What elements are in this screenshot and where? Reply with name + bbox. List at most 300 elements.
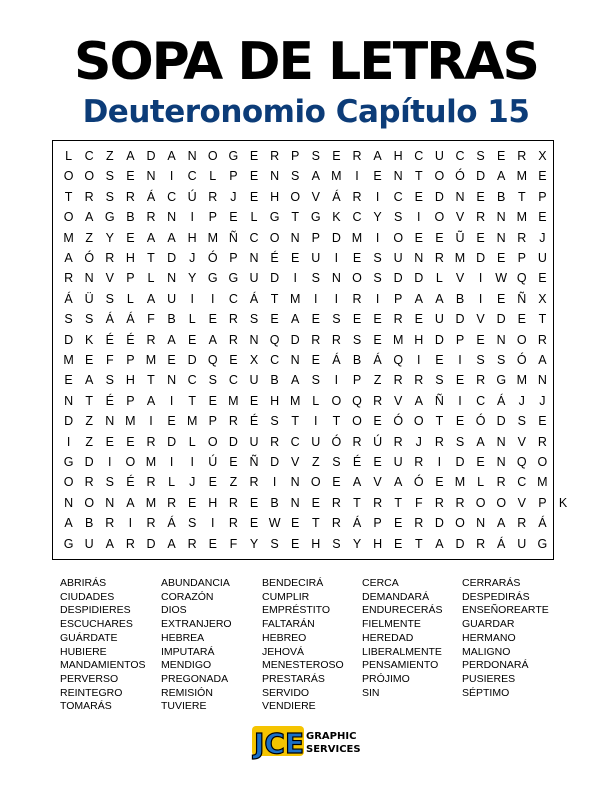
grid-letter: D: [290, 332, 300, 347]
grid-letter: E: [270, 312, 279, 327]
grid-letter: Á: [332, 189, 341, 204]
grid-letter: F: [105, 353, 114, 367]
grid-letter: R: [146, 434, 156, 449]
grid-letter: N: [64, 393, 74, 408]
grid-letter: P: [126, 271, 135, 286]
grid-letter: Á: [126, 312, 135, 327]
grid-letter: H: [270, 393, 280, 408]
grid-letter: H: [125, 251, 135, 265]
grid-letter: J: [539, 230, 546, 245]
grid-letter: G: [228, 149, 239, 163]
grid-letter: D: [167, 434, 177, 449]
grid-letter: Ó: [413, 475, 424, 490]
grid-letter: E: [435, 475, 444, 490]
grid-letter: B: [352, 353, 362, 367]
grid-letter: S: [311, 149, 320, 163]
grid-letter: N: [496, 455, 506, 469]
grid-letter: A: [476, 434, 485, 449]
grid-letter: C: [393, 189, 403, 204]
grid-letter: S: [373, 271, 382, 286]
grid-letter: N: [84, 271, 94, 286]
grid-letter: M: [392, 332, 404, 347]
grid-letter: Á: [64, 291, 73, 306]
grid-letter: X: [538, 149, 547, 163]
word-list-item: PREGONADA: [161, 672, 229, 685]
grid-letter: A: [167, 536, 176, 551]
grid-letter: D: [455, 312, 465, 327]
grid-letter: O: [63, 169, 74, 184]
grid-letter: E: [455, 414, 465, 429]
grid-letter: R: [249, 475, 259, 490]
grid-letter: M: [454, 251, 466, 265]
grid-letter: É: [249, 414, 259, 429]
grid-letter: V: [455, 271, 465, 286]
grid-letter: B: [270, 495, 279, 510]
grid-letter: H: [125, 373, 135, 388]
grid-letter: R: [455, 495, 465, 510]
grid-letter: E: [497, 291, 506, 306]
grid-letter: S: [332, 536, 341, 551]
grid-letter: O: [537, 455, 548, 469]
grid-letter: S: [291, 169, 300, 184]
word-list-item: HERMANO: [462, 631, 516, 644]
grid-letter: É: [352, 455, 362, 469]
word-list-item: CORAZÓN: [161, 590, 214, 603]
grid-letter: S: [332, 312, 341, 327]
grid-letter: E: [64, 373, 73, 388]
grid-letter: Ú: [208, 455, 218, 469]
grid-letter: S: [270, 414, 279, 429]
grid-letter: A: [373, 149, 382, 163]
word-list-item: HEBREO: [262, 631, 307, 644]
grid-letter: V: [476, 312, 485, 327]
grid-letter: E: [455, 373, 465, 388]
grid-letter: C: [187, 169, 197, 184]
grid-letter: C: [84, 149, 94, 163]
word-list-item: IMPUTARÁ: [161, 645, 215, 658]
grid-letter: J: [518, 393, 525, 408]
grid-letter: Ñ: [517, 291, 527, 306]
grid-letter: O: [125, 455, 136, 469]
word-list-item: ESCUCHARES: [60, 618, 133, 631]
grid-letter: N: [290, 230, 300, 245]
grid-letter: D: [476, 251, 486, 265]
grid-letter: F: [414, 495, 423, 510]
grid-letter: M: [63, 353, 74, 367]
grid-letter: E: [167, 353, 176, 367]
grid-letter: A: [435, 536, 444, 551]
grid-letter: I: [149, 414, 153, 429]
grid-letter: D: [270, 271, 280, 286]
word-list-item: ABUNDANCIA: [161, 577, 230, 589]
grid-letter: M: [207, 230, 218, 245]
grid-letter: C: [290, 434, 300, 449]
grid-letter: A: [538, 353, 547, 367]
grid-letter: I: [272, 475, 277, 490]
grid-letter: R: [517, 230, 527, 245]
grid-letter: R: [228, 312, 238, 327]
grid-letter: H: [208, 495, 218, 510]
grid-letter: C: [228, 373, 238, 388]
grid-letter: I: [478, 271, 483, 286]
grid-letter: N: [105, 495, 115, 510]
grid-letter: B: [270, 373, 279, 388]
grid-letter: H: [373, 536, 383, 551]
grid-letter: C: [270, 353, 280, 367]
grid-letter: I: [169, 455, 174, 469]
grid-letter: E: [249, 516, 259, 531]
grid-letter: M: [516, 373, 527, 388]
grid-letter: O: [352, 271, 362, 286]
grid-letter: T: [414, 536, 423, 551]
grid-letter: A: [291, 312, 300, 327]
grid-letter: R: [208, 189, 218, 204]
grid-letter: I: [355, 169, 359, 184]
grid-letter: D: [496, 312, 506, 327]
grid-letter: R: [331, 516, 341, 531]
grid-letter: U: [393, 455, 403, 469]
grid-letter: P: [208, 414, 217, 429]
grid-letter: O: [516, 332, 527, 347]
grid-letter: D: [476, 169, 486, 184]
word-list-item: VENDIERE: [262, 700, 316, 713]
word-list-item: TUVIERE: [161, 700, 207, 713]
grid-letter: V: [373, 475, 382, 490]
grid-letter: E: [373, 312, 382, 327]
grid-letter: P: [538, 189, 547, 204]
grid-letter: O: [413, 414, 424, 429]
grid-letter: E: [394, 516, 403, 531]
grid-letter: X: [249, 353, 259, 367]
grid-letter: R: [476, 373, 486, 388]
grid-letter: G: [496, 373, 507, 388]
grid-letter: Ũ: [455, 230, 465, 245]
grid-letter: M: [351, 230, 363, 245]
grid-letter: C: [414, 149, 424, 163]
grid-letter: G: [310, 210, 321, 225]
grid-letter: E: [332, 149, 341, 163]
grid-letter: W: [495, 271, 508, 286]
grid-letter: S: [476, 149, 485, 163]
page-subtitle: Deuteronomio Capítulo 15: [82, 94, 530, 130]
grid-letter: Z: [311, 455, 320, 469]
grid-letter: C: [455, 149, 465, 163]
word-list-item: DESPEDIRÁS: [462, 590, 530, 603]
grid-letter: T: [414, 169, 423, 184]
grid-letter: K: [85, 332, 94, 347]
grid-letter: X: [538, 291, 547, 306]
grid-letter: N: [496, 230, 506, 245]
grid-letter: U: [84, 536, 94, 551]
grid-letter: R: [167, 495, 177, 510]
grid-letter: E: [208, 475, 217, 490]
grid-letter: E: [476, 455, 485, 469]
grid-letter: E: [291, 516, 300, 531]
word-list-item: LIBERALMENTE: [362, 645, 442, 658]
grid-letter: R: [537, 434, 547, 449]
grid-letter: D: [434, 516, 444, 531]
word-list-item: MENESTEROSO: [262, 659, 344, 672]
grid-letter: O: [434, 210, 445, 225]
grid-letter: R: [414, 373, 424, 388]
grid-letter: D: [64, 332, 74, 347]
grid-letter: Ó: [475, 414, 486, 429]
grid-letter: J: [189, 475, 196, 490]
grid-letter: S: [188, 516, 197, 531]
grid-letter: T: [291, 210, 299, 225]
word-list-item: ENSEÑOREARTE: [462, 604, 549, 617]
grid-letter: E: [249, 495, 259, 510]
grid-letter: O: [63, 210, 74, 225]
word-list-item: ABRIRÁS: [60, 577, 107, 589]
word-list-item: CERRARÁS: [462, 577, 521, 589]
jce-graphic-services-logo: [250, 724, 362, 760]
grid-letter: E: [208, 312, 217, 327]
grid-letter: E: [414, 230, 423, 245]
grid-letter: A: [208, 332, 217, 347]
grid-letter: M: [289, 291, 301, 306]
grid-letter: A: [497, 169, 506, 184]
grid-letter: R: [414, 516, 424, 531]
grid-letter: N: [146, 169, 156, 184]
grid-letter: R: [228, 414, 238, 429]
grid-letter: R: [434, 251, 444, 265]
grid-letter: N: [167, 210, 177, 225]
grid-letter: O: [84, 495, 95, 510]
grid-letter: L: [250, 210, 258, 225]
grid-letter: N: [249, 251, 259, 265]
grid-letter: E: [229, 353, 238, 367]
grid-letter: V: [517, 434, 526, 449]
grid-letter: E: [126, 230, 135, 245]
grid-letter: R: [84, 189, 94, 204]
grid-letter: C: [167, 189, 177, 204]
grid-letter: W: [268, 516, 281, 531]
grid-letter: M: [145, 455, 157, 469]
grid-letter: P: [394, 291, 403, 306]
grid-letter: A: [311, 169, 320, 184]
grid-letter: S: [517, 414, 526, 429]
grid-letter: Á: [167, 516, 176, 531]
grid-letter: O: [434, 169, 445, 184]
grid-letter: R: [331, 495, 341, 510]
grid-letter: L: [188, 434, 196, 449]
grid-letter: D: [414, 271, 424, 286]
grid-letter: U: [517, 536, 527, 551]
grid-letter: Y: [105, 230, 114, 245]
grid-letter: A: [352, 475, 362, 490]
grid-letter: S: [105, 475, 114, 490]
grid-letter: F: [147, 312, 155, 327]
word-list-item: DIOS: [161, 604, 187, 617]
grid-letter: P: [291, 149, 300, 163]
grid-letter: O: [331, 393, 342, 408]
grid-letter: I: [314, 414, 318, 429]
grid-letter: T: [188, 393, 196, 408]
word-list-item: PERVERSO: [60, 672, 119, 685]
grid-letter: T: [311, 516, 320, 531]
word-list-item: REINTEGRO: [60, 686, 123, 699]
grid-letter: A: [146, 291, 156, 306]
grid-letter: U: [249, 271, 259, 286]
grid-letter: U: [393, 251, 403, 265]
grid-letter: I: [66, 434, 71, 449]
grid-letter: I: [458, 353, 462, 367]
grid-letter: N: [105, 414, 115, 429]
grid-letter: R: [434, 434, 444, 449]
grid-letter: I: [211, 291, 215, 306]
grid-letter: L: [435, 271, 443, 286]
grid-letter: O: [63, 475, 74, 490]
grid-letter: T: [332, 414, 341, 429]
grid-letter: P: [373, 516, 382, 531]
grid-letter: M: [289, 393, 301, 408]
grid-letter: J: [415, 434, 422, 449]
grid-letter: I: [128, 516, 133, 531]
grid-letter: P: [229, 169, 238, 184]
word-list-item: SIN: [362, 686, 380, 699]
grid-letter: R: [393, 434, 403, 449]
grid-letter: I: [375, 291, 380, 306]
grid-letter: D: [393, 271, 403, 286]
grid-letter: R: [476, 210, 486, 225]
grid-letter: E: [208, 536, 217, 551]
grid-letter: M: [516, 210, 527, 225]
grid-letter: R: [373, 393, 383, 408]
grid-letter: I: [169, 393, 174, 408]
grid-letter: E: [167, 414, 176, 429]
grid-letter: E: [373, 169, 382, 184]
grid-letter: R: [64, 271, 74, 286]
grid-letter: J: [230, 189, 237, 204]
grid-letter: N: [414, 251, 424, 265]
grid-letter: Á: [497, 536, 506, 551]
grid-letter: V: [394, 393, 403, 408]
grid-letter: D: [434, 332, 444, 347]
word-list-item: GUARDAR: [462, 618, 515, 631]
grid-letter: A: [497, 516, 506, 531]
grid-letter: P: [517, 251, 526, 265]
grid-letter: N: [290, 353, 300, 367]
grid-letter: H: [414, 332, 424, 347]
grid-letter: T: [147, 373, 155, 388]
grid-letter: E: [249, 189, 259, 204]
grid-letter: R: [434, 495, 444, 510]
grid-letter: G: [537, 536, 548, 551]
grid-letter: E: [291, 251, 300, 265]
grid-letter: S: [270, 536, 279, 551]
grid-letter: R: [393, 373, 403, 388]
word-list-item: PUSIERES: [462, 672, 516, 685]
grid-letter: N: [187, 149, 197, 163]
grid-letter: E: [188, 332, 197, 347]
grid-letter: N: [496, 434, 506, 449]
grid-letter: Á: [332, 353, 341, 367]
grid-letter: I: [375, 230, 380, 245]
grid-letter: E: [311, 353, 320, 367]
grid-letter: E: [311, 312, 320, 327]
grid-letter: Z: [229, 475, 238, 490]
grid-letter: M: [186, 414, 198, 429]
grid-letter: I: [314, 291, 318, 306]
grid-letter: R: [125, 536, 135, 551]
grid-letter: R: [270, 434, 280, 449]
grid-letter: I: [190, 455, 194, 469]
grid-letter: Ó: [331, 434, 342, 449]
grid-letter: U: [311, 434, 321, 449]
grid-letter: Q: [269, 332, 280, 347]
grid-letter: Ó: [455, 169, 465, 184]
word-list-item: HEREDAD: [362, 631, 414, 644]
grid-letter: A: [394, 475, 403, 490]
grid-letter: I: [293, 271, 297, 286]
grid-letter: I: [211, 516, 215, 531]
grid-letter: L: [312, 393, 320, 408]
grid-letter: A: [291, 373, 300, 388]
grid-letter: I: [478, 291, 483, 306]
logo-line2: SERVICES: [306, 744, 361, 755]
grid-letter: R: [352, 434, 362, 449]
grid-letter: E: [85, 353, 94, 367]
grid-letter: R: [393, 312, 403, 327]
grid-letter: N: [455, 189, 465, 204]
logo-line1: GRAPHIC: [306, 731, 357, 742]
grid-letter: S: [352, 332, 362, 347]
grid-letter: R: [331, 332, 341, 347]
grid-letter: J: [189, 251, 196, 265]
grid-letter: K: [558, 495, 568, 510]
grid-letter: S: [497, 353, 506, 367]
grid-letter: R: [125, 189, 135, 204]
grid-letter: Q: [207, 353, 218, 367]
grid-letter: S: [455, 434, 465, 449]
grid-letter: G: [63, 536, 74, 551]
grid-letter: C: [187, 373, 197, 388]
grid-letter: T: [64, 189, 73, 204]
grid-letter: J: [539, 393, 546, 408]
grid-letter: C: [352, 210, 362, 225]
grid-letter: A: [414, 291, 423, 306]
grid-letter: B: [85, 516, 94, 531]
grid-letter: N: [167, 373, 177, 388]
grid-letter: R: [146, 516, 156, 531]
grid-letter: R: [352, 149, 362, 163]
grid-letter: S: [373, 251, 382, 265]
grid-letter: Z: [373, 373, 382, 388]
grid-letter: R: [496, 475, 506, 490]
grid-letter: Ñ: [249, 455, 259, 469]
grid-letter: D: [455, 455, 465, 469]
grid-letter: Ñ: [434, 393, 444, 408]
grid-letter: U: [434, 149, 444, 163]
grid-letter: N: [249, 332, 259, 347]
grid-letter: D: [331, 230, 341, 245]
grid-letter: Z: [85, 414, 93, 429]
grid-letter: M: [228, 393, 239, 408]
grid-letter: D: [84, 455, 94, 469]
grid-letter: A: [146, 393, 156, 408]
grid-letter: Q: [393, 353, 404, 367]
grid-letter: Q: [516, 271, 527, 286]
grid-letter: D: [270, 455, 280, 469]
grid-letter: L: [209, 169, 217, 184]
grid-letter: Y: [373, 210, 382, 225]
letter-grid: [52, 140, 568, 560]
grid-letter: Z: [85, 434, 93, 449]
grid-letter: A: [126, 495, 135, 510]
grid-letter: S: [476, 353, 485, 367]
grid-letter: G: [228, 271, 239, 286]
